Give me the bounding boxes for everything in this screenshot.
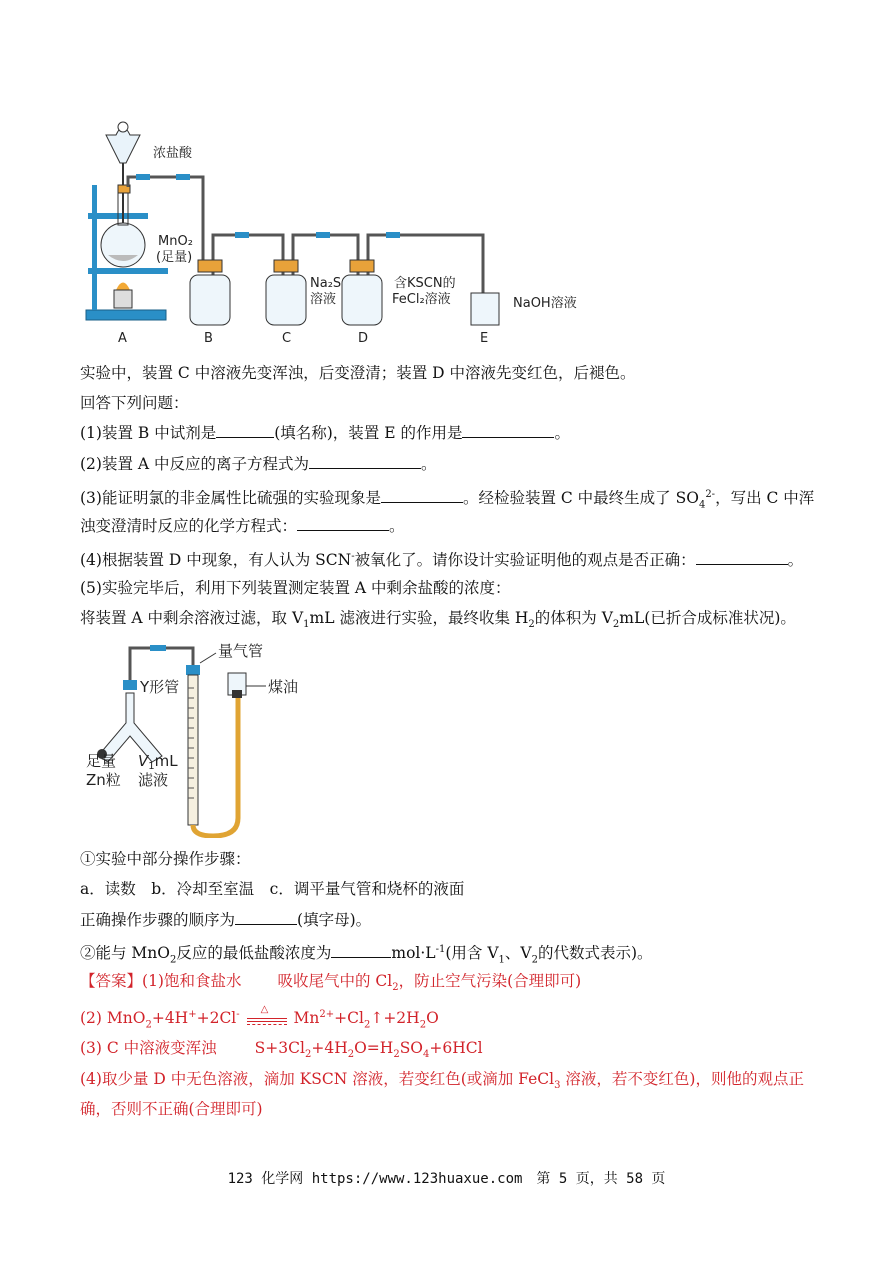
answer-2-part-f: ↑+2H [370, 1009, 420, 1028]
letter-c: C [282, 331, 292, 345]
q4-part-a: (4)根据装置 D 中现象，有人认为 SCN [80, 551, 352, 570]
question-3 [80, 484, 814, 516]
q1-part-c: 。 [554, 424, 570, 442]
q1-part-b: (填名称)，装置 E 的作用是 [274, 424, 463, 442]
answer-3-sub-3: 2 [393, 1049, 400, 1061]
q5-sub-3: 2 [612, 619, 620, 631]
q5-sub-2: 2 [528, 619, 535, 631]
order-part-a: 正确操作步骤的顺序为 [80, 911, 236, 929]
letter-a: A [118, 331, 127, 345]
answer-3-part-b: S+3Cl [254, 1039, 305, 1057]
prompt-text: 回答下列问题： [80, 394, 189, 412]
answer-4-line-2: 确，否则不正确(合理即可) [80, 1100, 263, 1118]
q1-blank-1[interactable] [216, 423, 274, 438]
label-zn-granules: Zn粒 [86, 771, 121, 789]
step2-part-e: 、V [504, 944, 532, 963]
answer-3-sub-4: 4 [423, 1049, 430, 1061]
q5-sub-1: 1 [303, 619, 310, 631]
order-part-b: (填字母)。 [297, 911, 372, 929]
answer-1 [80, 970, 581, 999]
q4-blank[interactable] [696, 550, 788, 565]
letter-d: D [358, 331, 369, 345]
label-kscn: 含KSCN的 [394, 276, 456, 291]
label-filtrate: 滤液 [138, 771, 169, 789]
step2-part-a: ②能与 MnO [80, 944, 170, 963]
step2-sub-1: 1 [498, 954, 505, 966]
question-5: (5)实验完毕后，利用下列装置测定装置 A 中剩余盐酸的浓度： [80, 579, 511, 597]
heating-arrow [245, 1004, 289, 1029]
q3-part-b: 。经检验装置 C 中最终生成了 SO [462, 489, 699, 508]
q1-part-a: (1)装置 B 中试剂是 [80, 424, 217, 442]
answer-2-part-d: Mn [293, 1009, 320, 1028]
step2-sup: -1 [435, 944, 446, 955]
label-kerosene: 煤油 [268, 678, 299, 696]
q3-part-c: ，写出 C 中浑 [715, 489, 815, 508]
answer-tag: 【答案】 [80, 972, 143, 990]
intro-text: 实验中，装置 C 中溶液先变浑浊，后变澄清；装置 D 中溶液先变红色，后褪色。 [80, 364, 636, 382]
q2-part-b: 。 [421, 455, 437, 473]
answer-4-part-a: (4)取少量 D 中无色溶液，滴加 KSCN 溶液，若变红色(或滴加 FeCl [80, 1070, 555, 1088]
answer-3-part-a: (3) C 中溶液变浑浊 [80, 1039, 217, 1057]
step2-sub: 2 [170, 954, 177, 966]
q3-blank-1[interactable] [381, 488, 463, 503]
label-gas-tube: 量气管 [218, 642, 264, 660]
answer-2-sub-1: 2 [145, 1019, 152, 1031]
q5-part-b: mL 滤液进行实验，最终收集 H [309, 609, 529, 627]
answer-1-part-a: (1)饱和食盐水 [142, 972, 242, 990]
answer-2-part-b: +4H [151, 1009, 189, 1028]
letter-b: B [204, 331, 213, 345]
step2-blank[interactable] [331, 943, 391, 958]
q3-sup: 2- [705, 489, 716, 500]
q4-sup: - [351, 551, 355, 562]
answer-1-sub: 2 [392, 982, 399, 994]
answer-3-sub-2: 2 [347, 1049, 355, 1061]
q5-part-c: 的体积为 V [534, 609, 613, 627]
answer-4-part-b: 溶液，若不变红色)，则他的观点正 [560, 1070, 804, 1088]
answer-2-sub-2: 2 [363, 1019, 371, 1031]
page-footer: 123 化学网 https://www.123huaxue.com 第 5 页，共 58 页 [227, 1171, 666, 1187]
apparatus-figure-2 [78, 638, 318, 838]
step2-part-f: 的代数式表示)。 [537, 944, 653, 963]
q4-part-b: 被氧化了。请你设计实验证明他的观点是否正确： [354, 551, 696, 570]
label-excess: (足量) [156, 250, 193, 265]
label-v1-ml: $V_1mL$ [138, 752, 178, 772]
answer-4-sub: 3 [554, 1080, 561, 1092]
answer-3-part-d: O=H [354, 1039, 394, 1057]
answer-3-sub-1: 2 [304, 1049, 312, 1061]
question-3-line-2 [80, 515, 405, 537]
question-4 [80, 546, 803, 571]
answer-2-part-a: (2) MnO [80, 1009, 146, 1028]
order-blank[interactable] [235, 910, 297, 925]
q5-part-a: 将装置 A 中剩余溶液过滤，取 V [80, 609, 304, 627]
q5-part-d: mL(已折合成标准状况)。 [619, 609, 796, 627]
answer-4 [80, 1068, 804, 1097]
step2-sub-2: 2 [531, 954, 538, 966]
apparatus-figure-1 [78, 105, 598, 345]
question-5-line-2 [80, 607, 796, 636]
order-question [80, 909, 371, 931]
q3-line2-a: 浊变澄清时反应的化学方程式： [80, 517, 298, 535]
label-fecl2: FeCl₂溶液 [392, 292, 451, 307]
label-na2s: Na₂S [310, 276, 342, 291]
q1-blank-2[interactable] [462, 423, 554, 438]
answer-2-sup-2: - [236, 1009, 240, 1020]
delta-sign: △ [260, 1004, 269, 1016]
steps-list: a．读数 b．冷却至室温 c．调平量气管和烧杯的液面 [80, 880, 465, 898]
letter-e: E [480, 331, 489, 345]
label-y-tube: Y形管 [140, 678, 180, 696]
step2-part-d: (用含 V [445, 944, 499, 963]
answer-3 [80, 1037, 483, 1066]
q3-blank-2[interactable] [297, 516, 389, 531]
answer-2-sup-1: + [188, 1009, 197, 1020]
answer-2-part-g: O [426, 1009, 439, 1028]
q3-sub: 4 [698, 499, 706, 511]
answer-2 [80, 1004, 439, 1036]
answer-3-part-c: +4H [311, 1039, 348, 1057]
step-1-title: ①实验中部分操作步骤： [80, 850, 251, 868]
step2-part-b: 反应的最低盐酸浓度为 [176, 944, 332, 963]
answer-1-part-b: 吸收尾气中的 Cl [277, 972, 393, 990]
answer-3-part-e: SO [399, 1039, 424, 1057]
q4-part-c: 。 [787, 551, 804, 570]
step2-part-c: mol·L [391, 944, 436, 963]
answer-2-part-e: +Cl [334, 1009, 364, 1028]
question-1 [80, 422, 570, 444]
answer-2-part-c: +2Cl [196, 1009, 237, 1028]
answer-2-sup-3: 2+ [319, 1009, 335, 1020]
q3-line2-b: 。 [389, 517, 405, 535]
answer-2-sub-3: 2 [419, 1019, 427, 1031]
step-2-question [80, 939, 653, 971]
label-conc-hcl: 浓盐酸 [153, 146, 193, 161]
question-2 [80, 453, 437, 475]
label-mno2: MnO₂ [158, 234, 193, 249]
label-naoh: NaOH溶液 [513, 296, 577, 311]
answer-1-part-c: ，防止空气污染(合理即可) [398, 972, 582, 990]
label-zn-excess: 足量 [86, 752, 117, 770]
q2-part-a: (2)装置 A 中反应的离子方程式为 [80, 455, 310, 473]
answer-3-part-f: +6HCl [429, 1039, 483, 1057]
q2-blank[interactable] [309, 454, 421, 469]
label-na2s-solution: 溶液 [310, 292, 337, 307]
q3-part-a: (3)能证明氯的非金属性比硫强的实验现象是 [80, 489, 381, 508]
